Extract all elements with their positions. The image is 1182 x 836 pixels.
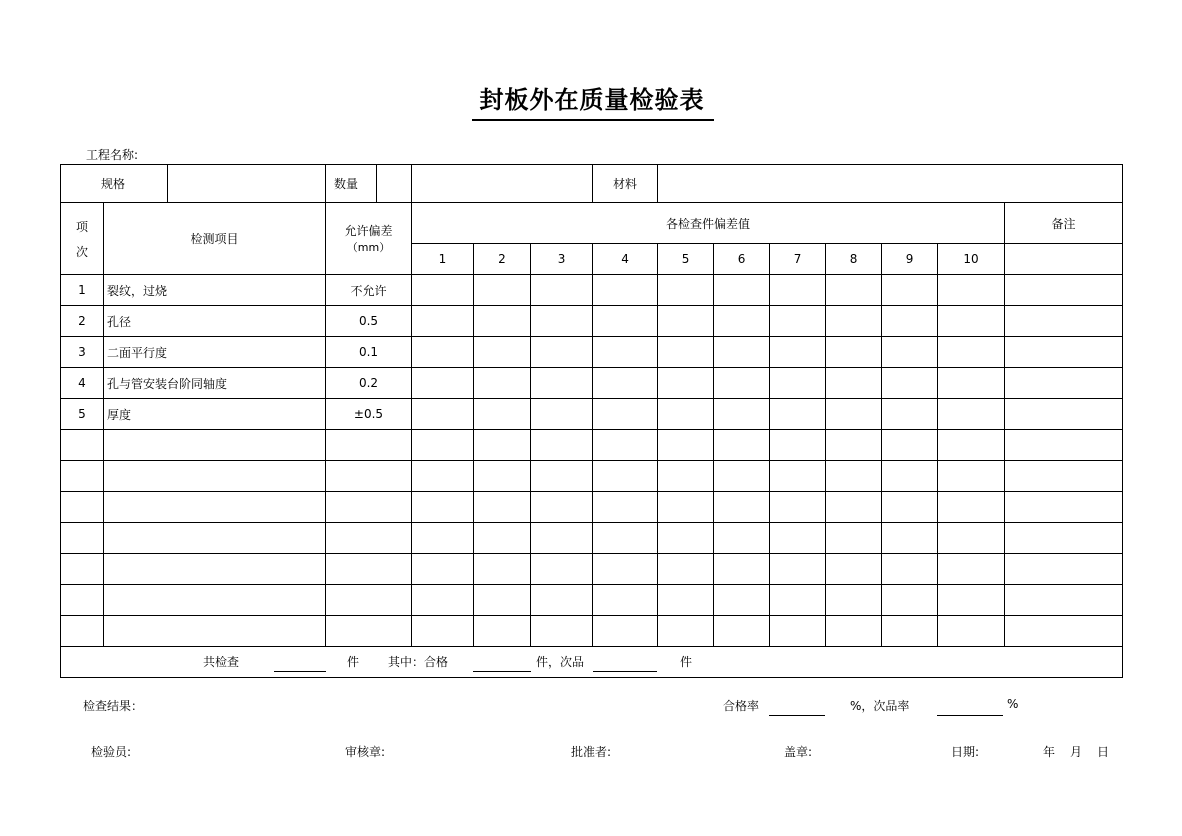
col-header: 7: [770, 244, 826, 275]
qty-value[interactable]: [412, 165, 593, 203]
seq-label-1: 项: [75, 219, 88, 234]
deviation-cell[interactable]: [474, 554, 531, 585]
spec-label: 规格: [61, 165, 168, 202]
deviation-cell[interactable]: [826, 430, 882, 461]
percent-sign: %: [1007, 697, 1019, 711]
row-tolerance: [326, 554, 412, 585]
row-item: [104, 554, 326, 585]
deviation-cell[interactable]: [938, 337, 1005, 368]
deviation-cell[interactable]: [882, 337, 938, 368]
approver-label: 批准者:: [571, 745, 612, 759]
deviation-cell[interactable]: [770, 306, 826, 337]
deviation-cell[interactable]: [938, 616, 1005, 647]
row-number: [61, 554, 104, 585]
deviation-cell[interactable]: [770, 275, 826, 306]
deviation-cell[interactable]: [938, 275, 1005, 306]
deviation-cell[interactable]: [714, 306, 770, 337]
deviation-cell[interactable]: [714, 585, 770, 616]
page-title: 封板外在质量检验表: [479, 85, 705, 114]
spec-value[interactable]: [168, 165, 325, 202]
row-item: [104, 430, 326, 461]
row-tolerance: [326, 585, 412, 616]
remark-cell[interactable]: [1005, 616, 1123, 647]
col-header: 10: [938, 244, 1005, 275]
deviation-cell[interactable]: [770, 554, 826, 585]
deviation-cell[interactable]: [412, 585, 474, 616]
deviation-cell[interactable]: [882, 585, 938, 616]
deviation-cell[interactable]: [531, 430, 593, 461]
remark-cell[interactable]: [1005, 275, 1123, 306]
defect-label: 件，次品: [536, 655, 585, 669]
defect-rate-field[interactable]: [937, 715, 1003, 716]
tolerance-header: [326, 203, 412, 275]
deviation-cell[interactable]: [531, 275, 593, 306]
deviation-cell[interactable]: [531, 337, 593, 368]
remark-cell[interactable]: [1005, 306, 1123, 337]
deviation-cell[interactable]: [474, 616, 531, 647]
pass-rate-field[interactable]: [769, 715, 825, 716]
material-value[interactable]: [658, 165, 1123, 203]
material-label: 材料: [593, 165, 658, 203]
deviation-cell[interactable]: [770, 399, 826, 430]
deviation-cell[interactable]: [474, 337, 531, 368]
deviation-cell[interactable]: [474, 275, 531, 306]
row-tolerance: 不允许: [326, 275, 412, 306]
deviation-cell[interactable]: [412, 554, 474, 585]
deviation-cell[interactable]: [938, 461, 1005, 492]
row-item: [104, 492, 326, 523]
remark-cell[interactable]: [1005, 461, 1123, 492]
deviation-cell[interactable]: [658, 461, 714, 492]
deviation-cell[interactable]: [531, 523, 593, 554]
col-header: 5: [658, 244, 714, 275]
deviation-cell[interactable]: [658, 399, 714, 430]
total-field[interactable]: [274, 671, 326, 672]
deviation-cell[interactable]: [882, 430, 938, 461]
row-tolerance: [326, 523, 412, 554]
title-underline: [472, 119, 714, 121]
pass-count-field[interactable]: [473, 671, 531, 672]
row-number: [61, 430, 104, 461]
deviation-cell[interactable]: [474, 492, 531, 523]
deviation-cell[interactable]: [474, 399, 531, 430]
row-tolerance: 0.1: [326, 337, 412, 368]
project-name-label: 工程名称:: [86, 148, 139, 162]
col-header: 8: [826, 244, 882, 275]
remark-cell[interactable]: [1005, 585, 1123, 616]
spec-cell: [61, 165, 326, 203]
deviation-cell[interactable]: [412, 275, 474, 306]
remark-cell[interactable]: [1005, 337, 1123, 368]
deviation-cell[interactable]: [938, 399, 1005, 430]
deviation-cell[interactable]: [658, 585, 714, 616]
row-item: 孔与管安装台阶同轴度: [104, 368, 326, 399]
summary-cell: [61, 647, 1123, 713]
deviation-cell[interactable]: [658, 430, 714, 461]
row-number: [61, 523, 104, 554]
deviation-cell[interactable]: [658, 492, 714, 523]
table-row: [61, 306, 1123, 337]
deviation-cell[interactable]: [882, 554, 938, 585]
deviation-cell[interactable]: [826, 337, 882, 368]
pass-rate-label: 合格率: [723, 699, 760, 713]
deviation-cell[interactable]: [826, 616, 882, 647]
table-row: [61, 399, 1123, 430]
deviation-cell[interactable]: [412, 492, 474, 523]
table-row: [61, 523, 1123, 554]
qty-cell: [326, 165, 412, 203]
reviewer-label: 审核章:: [345, 745, 386, 759]
row-tolerance: [326, 461, 412, 492]
col-header: 4: [593, 244, 658, 275]
row-tolerance: 0.2: [326, 368, 412, 399]
tolerance-label: 允许偏差: [344, 224, 393, 238]
deviation-cell[interactable]: [531, 306, 593, 337]
row-tolerance: 0.5: [326, 306, 412, 337]
row-number: [61, 461, 104, 492]
deviation-cell[interactable]: [938, 430, 1005, 461]
deviation-cell[interactable]: [770, 585, 826, 616]
deviation-cell[interactable]: [412, 461, 474, 492]
deviation-cell[interactable]: [531, 399, 593, 430]
month-label: 月: [1070, 745, 1083, 759]
row-number: [61, 616, 104, 647]
qty-label: 数量: [334, 165, 377, 202]
deviation-cell[interactable]: [714, 523, 770, 554]
deviation-cell[interactable]: [826, 523, 882, 554]
deviation-cell[interactable]: [412, 430, 474, 461]
defect-count-field[interactable]: [593, 671, 657, 672]
deviation-cell[interactable]: [882, 306, 938, 337]
deviation-cell[interactable]: [770, 461, 826, 492]
row-number: 5: [61, 399, 104, 430]
deviation-cell[interactable]: [531, 616, 593, 647]
deviation-cell[interactable]: [658, 523, 714, 554]
deviation-cell[interactable]: [531, 554, 593, 585]
deviation-cell[interactable]: [474, 461, 531, 492]
deviation-cell[interactable]: [593, 492, 658, 523]
deviation-cell[interactable]: [770, 337, 826, 368]
deviation-cell[interactable]: [882, 399, 938, 430]
deviation-cell[interactable]: [714, 492, 770, 523]
deviation-header: 各检查件偏差值: [412, 203, 1005, 244]
deviation-cell[interactable]: [938, 585, 1005, 616]
col-header: 6: [714, 244, 770, 275]
deviation-cell[interactable]: [593, 306, 658, 337]
deviation-cell[interactable]: [531, 461, 593, 492]
row-number: [61, 492, 104, 523]
deviation-cell[interactable]: [826, 554, 882, 585]
row-item: 厚度: [104, 399, 326, 430]
row-tolerance: ±0.5: [326, 399, 412, 430]
row-number: 2: [61, 306, 104, 337]
deviation-cell[interactable]: [593, 368, 658, 399]
deviation-cell[interactable]: [531, 585, 593, 616]
deviation-cell[interactable]: [770, 523, 826, 554]
deviation-cell[interactable]: [938, 492, 1005, 523]
deviation-cell[interactable]: [658, 275, 714, 306]
deviation-cell[interactable]: [593, 585, 658, 616]
deviation-cell[interactable]: [412, 368, 474, 399]
deviation-cell[interactable]: [826, 275, 882, 306]
deviation-cell[interactable]: [593, 337, 658, 368]
table-row: [61, 461, 1123, 492]
deviation-cell[interactable]: [770, 492, 826, 523]
deviation-cell[interactable]: [714, 275, 770, 306]
deviation-cell[interactable]: [882, 275, 938, 306]
row-number: 3: [61, 337, 104, 368]
deviation-cell[interactable]: [882, 368, 938, 399]
row-item: 裂纹，过烧: [104, 275, 326, 306]
deviation-cell[interactable]: [412, 337, 474, 368]
deviation-cell[interactable]: [412, 523, 474, 554]
row-number: 1: [61, 275, 104, 306]
deviation-cell[interactable]: [826, 585, 882, 616]
deviation-cell[interactable]: [658, 616, 714, 647]
deviation-cell[interactable]: [474, 430, 531, 461]
tolerance-unit: （mm）: [346, 241, 391, 254]
row-item: [104, 523, 326, 554]
deviation-cell[interactable]: [714, 430, 770, 461]
deviation-cell[interactable]: [714, 337, 770, 368]
piece-label-2: 件: [680, 655, 693, 669]
deviation-cell[interactable]: [412, 616, 474, 647]
deviation-cell[interactable]: [882, 616, 938, 647]
remark-cell[interactable]: [1005, 399, 1123, 430]
result-label: 检查结果：: [83, 699, 144, 713]
remark-cell[interactable]: [1005, 244, 1123, 275]
deviation-cell[interactable]: [826, 368, 882, 399]
deviation-cell[interactable]: [938, 523, 1005, 554]
year-label: 年: [1043, 745, 1056, 759]
deviation-cell[interactable]: [770, 430, 826, 461]
row-item: [104, 616, 326, 647]
table-row: [61, 275, 1123, 306]
deviation-cell[interactable]: [714, 461, 770, 492]
deviation-cell[interactable]: [593, 399, 658, 430]
deviation-cell[interactable]: [658, 337, 714, 368]
row-item: [104, 585, 326, 616]
deviation-cell[interactable]: [531, 368, 593, 399]
day-label: 日: [1097, 745, 1110, 759]
deviation-cell[interactable]: [412, 399, 474, 430]
date-label: 日期:: [951, 745, 980, 759]
inspector-label: 检验员:: [91, 745, 132, 759]
deviation-cell[interactable]: [593, 523, 658, 554]
deviation-cell[interactable]: [658, 554, 714, 585]
deviation-cell[interactable]: [474, 523, 531, 554]
deviation-cell[interactable]: [531, 492, 593, 523]
deviation-cell[interactable]: [593, 430, 658, 461]
remark-cell[interactable]: [1005, 368, 1123, 399]
col-header: 9: [882, 244, 938, 275]
seq-header: [61, 203, 104, 275]
deviation-cell[interactable]: [882, 523, 938, 554]
table-row: [61, 554, 1123, 585]
deviation-cell[interactable]: [714, 368, 770, 399]
deviation-cell[interactable]: [714, 399, 770, 430]
deviation-cell[interactable]: [593, 616, 658, 647]
deviation-cell[interactable]: [593, 554, 658, 585]
deviation-cell[interactable]: [474, 368, 531, 399]
deviation-cell[interactable]: [658, 368, 714, 399]
deviation-cell[interactable]: [938, 306, 1005, 337]
deviation-cell[interactable]: [770, 616, 826, 647]
remark-header: 备注: [1005, 203, 1123, 244]
deviation-cell[interactable]: [826, 399, 882, 430]
row-tolerance: [326, 616, 412, 647]
table-row: [61, 430, 1123, 461]
remark-cell[interactable]: [1005, 492, 1123, 523]
seal-label: 盖章:: [784, 745, 813, 759]
piece-label: 件: [347, 655, 360, 669]
deviation-cell[interactable]: [938, 368, 1005, 399]
table-row: [61, 585, 1123, 616]
total-label: 共检查: [203, 655, 240, 669]
row-item: 孔径: [104, 306, 326, 337]
defect-rate-label: %，次品率: [850, 699, 910, 713]
row-number: 4: [61, 368, 104, 399]
row-tolerance: [326, 492, 412, 523]
deviation-cell[interactable]: [714, 616, 770, 647]
deviation-cell[interactable]: [826, 306, 882, 337]
seq-label-2: 次: [75, 244, 88, 259]
deviation-cell[interactable]: [593, 275, 658, 306]
item-header: 检测项目: [104, 203, 326, 275]
row-number: [61, 585, 104, 616]
deviation-cell[interactable]: [882, 492, 938, 523]
deviation-cell[interactable]: [826, 461, 882, 492]
row-item: [104, 461, 326, 492]
row-item: 二面平行度: [104, 337, 326, 368]
among-pass-label: 其中：合格: [388, 655, 449, 669]
inspection-table: [60, 164, 1123, 713]
row-tolerance: [326, 430, 412, 461]
deviation-cell[interactable]: [882, 461, 938, 492]
table-row: [61, 368, 1123, 399]
deviation-cell[interactable]: [474, 585, 531, 616]
table-row: [61, 616, 1123, 647]
col-header: 2: [474, 244, 531, 275]
deviation-cell[interactable]: [826, 492, 882, 523]
deviation-cell[interactable]: [770, 368, 826, 399]
table-row: [61, 492, 1123, 523]
deviation-cell[interactable]: [658, 306, 714, 337]
deviation-cell[interactable]: [714, 554, 770, 585]
remark-cell[interactable]: [1005, 523, 1123, 554]
deviation-cell[interactable]: [412, 306, 474, 337]
deviation-cell[interactable]: [593, 461, 658, 492]
table-row: [61, 337, 1123, 368]
col-header: 1: [412, 244, 474, 275]
deviation-cell[interactable]: [474, 306, 531, 337]
remark-cell[interactable]: [1005, 430, 1123, 461]
col-header: 3: [531, 244, 593, 275]
remark-cell[interactable]: [1005, 554, 1123, 585]
deviation-cell[interactable]: [938, 554, 1005, 585]
